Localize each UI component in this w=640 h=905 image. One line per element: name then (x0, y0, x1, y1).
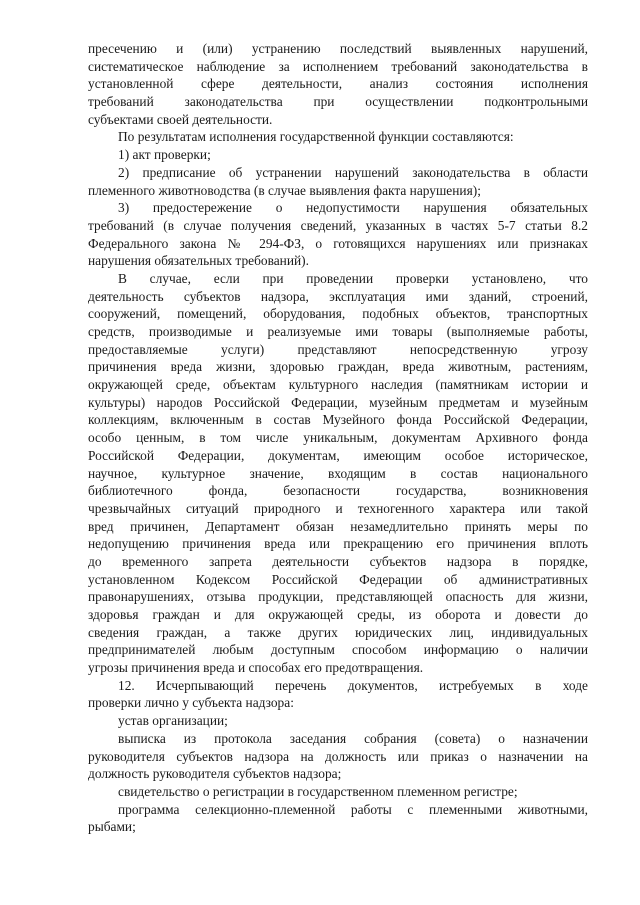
text-line: предоставляемые услуги) представляют непосредственную угрозу (88, 341, 588, 357)
text-line: деятельность субъектов надзора, эксплуатация ими зданий, строений, (88, 288, 588, 304)
text-line: причинения вреда жизни, здоровью граждан, вреда животным, растениям, (88, 359, 588, 375)
text-line: Федерального закона № 294-ФЗ, о готовящихся нарушениях или признаках (88, 235, 588, 251)
text-line: библиотечного фонда, безопасности государства, возникновения (88, 483, 588, 499)
text-line: проверки лично у субъекта надзора: (88, 695, 294, 711)
text-line: требований законодательства при осуществлении подконтрольными (88, 94, 588, 110)
text-line: особо ценным, в том числе уникальным, документам Архивного фонда (88, 430, 588, 446)
text-line: устав организации; (118, 713, 228, 729)
text-line: выписка из протокола заседания собрания (совета) о назначении (118, 730, 588, 746)
text-line: программа селекционно-племенной работы с племенными животными, (118, 801, 588, 817)
text-line: В случае, если при проведении проверки установлено, что (118, 270, 588, 286)
text-line: установленной сфере деятельности, анализ состояния исполнения (88, 76, 588, 92)
text-line: субъектами своей деятельности. (88, 111, 273, 127)
text-line: культуры) народов Российской Федерации, музейным предметам и музейным (88, 394, 588, 410)
text-line: систематическое наблюдение за исполнением требований законодательства в (88, 58, 588, 74)
text-line: средств, производимые и реализуемые ими товары (выполняемые работы, (88, 324, 588, 339)
text-line: здоровья граждан и для окружающей среды, из оборота и довести до (88, 607, 588, 622)
text-line: 3) предостережение о недопустимости нарушения обязательных (118, 200, 588, 216)
text-line: нарушения обязательных требований). (88, 253, 309, 269)
text-line: сооружений, помещений, оборудования, подобных объектов, транспортных (88, 306, 588, 322)
text-line: пресечению и (или) устранению последствий выявленных нарушений, (88, 41, 588, 56)
text-line: племенного животноводства (в случае выявления факта нарушения); (88, 182, 481, 198)
text-line: коллекциям, включенным в состав Музейного фонда Российской Федерации, (88, 412, 588, 428)
text-line: правонарушениях, отзыва продукции, представляющей опасность для жизни, (88, 589, 588, 605)
text-line: По результатам исполнения государственной функции составляются: (118, 129, 514, 145)
text-line: требований (в случае получения сведений, указанных в частях 5-7 статьи 8.2 (88, 217, 588, 233)
text-line: свидетельство о регистрации в государственном племенном регистре; (118, 783, 518, 799)
document-page (88, 40, 588, 836)
text-line: угрозы причинения вреда и способах его предотвращения. (88, 660, 424, 676)
text-line: научное, культурное значение, входящим в состав национального (88, 465, 588, 481)
text-line: 1) акт проверки; (118, 147, 211, 163)
text-line: установленном Кодексом Российской Федерации об административных (88, 571, 588, 587)
text-line: вред причинен, Департамент обязан незамедлительно принять меры по (88, 518, 588, 534)
text-line: чрезвычайных ситуаций природного и техногенного характера или такой (88, 500, 588, 516)
text-line: 12. Исчерпывающий перечень документов, истребуемых в ходе (118, 677, 588, 693)
text-line: до временного запрета деятельности субъектов надзора в порядке, (88, 553, 588, 569)
text-line: недопущению причинения вреда или прекращению его причинения вплоть (88, 536, 588, 552)
text-line: рыбами; (88, 819, 136, 835)
text-line: должность руководителя субъектов надзора; (88, 766, 342, 782)
text-line: предпринимателей любым доступным способом информацию о наличии (88, 642, 588, 658)
text-line: 2) предписание об устранении нарушений законодательства в области (118, 164, 588, 180)
text-line: окружающей среде, объектам культурного наследия (памятникам истории и (88, 377, 588, 393)
text-line: сведения граждан, а также других юридических лиц, индивидуальных (88, 624, 588, 640)
text-line: Российской Федерации, документам, имеющим особое историческое, (88, 447, 588, 463)
text-line: руководителя субъектов надзора на должность или приказ о назначении на (88, 748, 588, 764)
